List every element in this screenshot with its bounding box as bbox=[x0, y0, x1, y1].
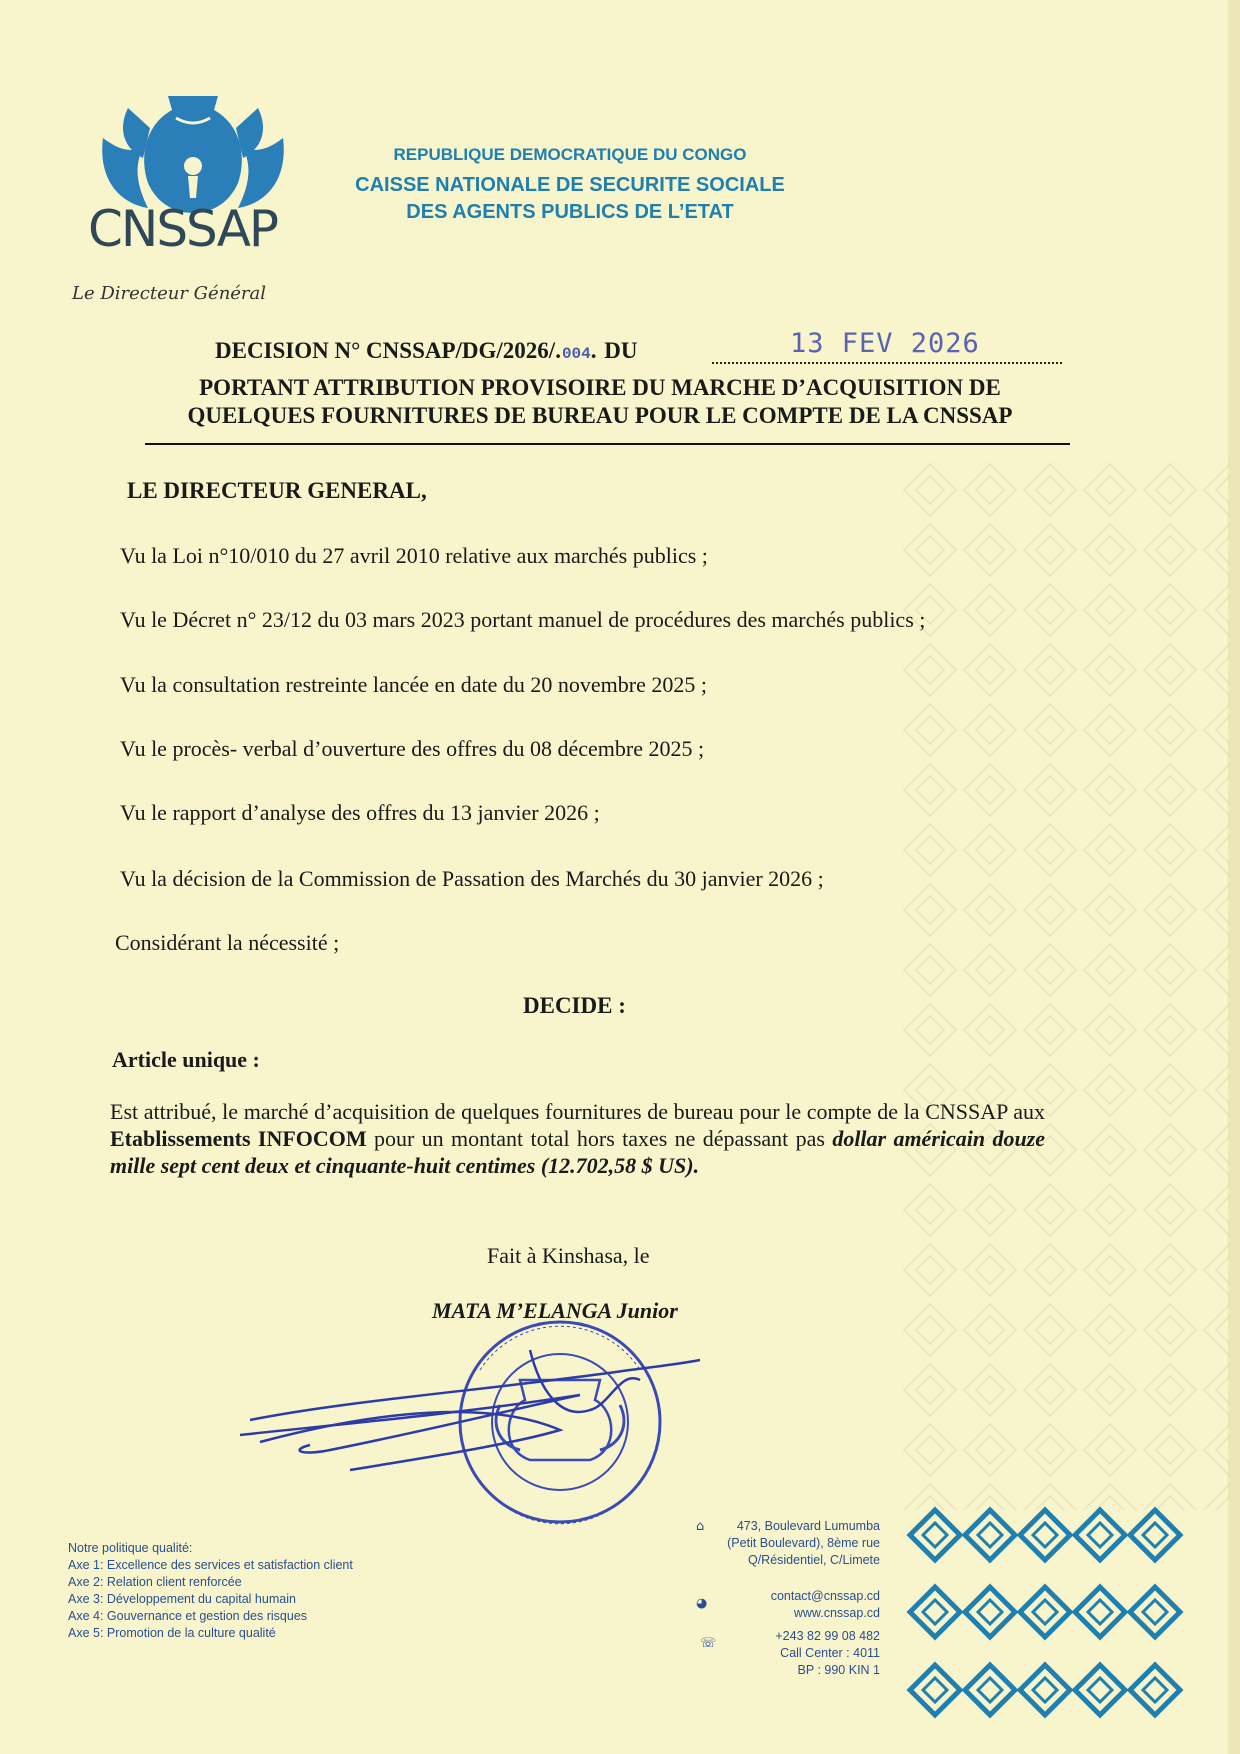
contact-block bbox=[690, 1518, 880, 1679]
quality-policy bbox=[68, 1540, 353, 1642]
handwritten-signature-icon bbox=[240, 1350, 700, 1470]
contact-email[interactable]: contact@cnssap.cd bbox=[770, 1589, 880, 1603]
article-heading: Article unique : bbox=[112, 1047, 260, 1072]
quality-axis-3: Axe 3: Développement du capital humain bbox=[68, 1592, 296, 1606]
consideration-3: Vu la consultation restreinte lancée en date du 20 novembre 2025 ; bbox=[120, 672, 707, 697]
contact-website[interactable]: www.cnssap.cd bbox=[793, 1606, 880, 1620]
contract-amount: dollar américain douze mille sept cent deux et cinquante-huit centimes (12.702,58 $ US). bbox=[110, 1126, 1046, 1178]
place-of-signing: Fait à Kinshasa, le bbox=[487, 1243, 650, 1268]
signature-and-stamp bbox=[230, 1310, 790, 1540]
quality-axis-1: Axe 1: Excellence des services et satisfaction client bbox=[68, 1558, 353, 1572]
stamped-date: 13 FEV 2026 bbox=[790, 328, 980, 359]
decision-number: 004 bbox=[561, 345, 591, 363]
address-line-2: (Petit Boulevard), 8ème rue bbox=[727, 1536, 880, 1550]
address-line-3: Q/Résidentiel, C/Limete bbox=[747, 1553, 880, 1567]
signatory-name: MATA M’ELANGA Junior bbox=[432, 1298, 678, 1323]
decision-title bbox=[150, 374, 1050, 430]
consideration-7: Considérant la nécessité ; bbox=[115, 930, 340, 955]
article-text-part1: Est attribué, le marché d’acquisition de quelques fournitures de bureau pour le compte de la CNSSAP aux bbox=[110, 1099, 1045, 1124]
consideration-4: Vu le procès- verbal d’ouverture des offres du 08 décembre 2025 ; bbox=[120, 736, 705, 761]
decision-title-line1: PORTANT ATTRIBUTION PROVISOIRE DU MARCHE D’ACQUISITION DE bbox=[199, 375, 1001, 400]
logo-wordmark: CNSSAP bbox=[88, 200, 278, 258]
decorative-pattern bbox=[905, 1505, 1185, 1720]
decision-prefix: DECISION N° CNSSAP/DG/2026/ bbox=[215, 338, 556, 363]
country-name: REPUBLIQUE DEMOCRATIQUE DU CONGO bbox=[393, 145, 747, 164]
organization-name-line2: DES AGENTS PUBLICS DE L’ETAT bbox=[406, 201, 734, 223]
location-icon: ⌂ bbox=[696, 1519, 705, 1534]
article-text-part2: pour un montant total hors taxes ne dépassant pas bbox=[366, 1126, 833, 1151]
consideration-2: Vu le Décret n° 23/12 du 03 mars 2023 portant manuel de procédures des marchés publics ; bbox=[120, 607, 926, 632]
date-dotted-line bbox=[712, 362, 1062, 364]
organization-name-line1: CAISSE NATIONALE DE SECURITE SOCIALE bbox=[355, 174, 785, 196]
awardee-company: Etablissements INFOCOM bbox=[110, 1126, 367, 1151]
postal-box: BP : 990 KIN 1 bbox=[797, 1663, 880, 1677]
director-heading: LE DIRECTEUR GENERAL, bbox=[127, 478, 427, 503]
quality-axis-4: Axe 4: Gouvernance et gestion des risques bbox=[68, 1609, 308, 1623]
decision-number-line: DECISION N° CNSSAP/DG/2026/.004. DU bbox=[215, 338, 638, 363]
address-line-1: 473, Boulevard Lumumba bbox=[736, 1519, 880, 1533]
consideration-5: Vu le rapport d’analyse des offres du 13 janvier 2026 ; bbox=[120, 800, 600, 825]
phone-icon: ☏ bbox=[700, 1636, 717, 1651]
consideration-1: Vu la Loi n°10/010 du 27 avril 2010 relative aux marchés publics ; bbox=[120, 543, 708, 568]
article-text bbox=[110, 1098, 1045, 1179]
decide-heading: DECIDE : bbox=[523, 993, 626, 1018]
decision-du-label: DU bbox=[604, 338, 638, 363]
call-center: Call Center : 4011 bbox=[780, 1646, 880, 1660]
quality-axis-5: Axe 5: Promotion de la culture qualité bbox=[68, 1626, 276, 1640]
title-rule bbox=[145, 443, 1070, 445]
contact-phone: +243 82 99 08 482 bbox=[775, 1629, 880, 1643]
decision-title-line2: QUELQUES FOURNITURES DE BUREAU POUR LE COMPTE DE LA CNSSAP bbox=[187, 403, 1013, 428]
consideration-6: Vu la décision de la Commission de Passation des Marchés du 30 janvier 2026 ; bbox=[120, 866, 824, 891]
globe-icon: ◕ bbox=[696, 1596, 708, 1611]
quality-axis-2: Axe 2: Relation client renforcée bbox=[68, 1575, 242, 1589]
official-seal-icon bbox=[460, 1322, 660, 1524]
quality-policy-title: Notre politique qualité: bbox=[68, 1541, 193, 1555]
background-watermark bbox=[900, 460, 1230, 1510]
director-general-title: Le Directeur Général bbox=[72, 283, 267, 304]
